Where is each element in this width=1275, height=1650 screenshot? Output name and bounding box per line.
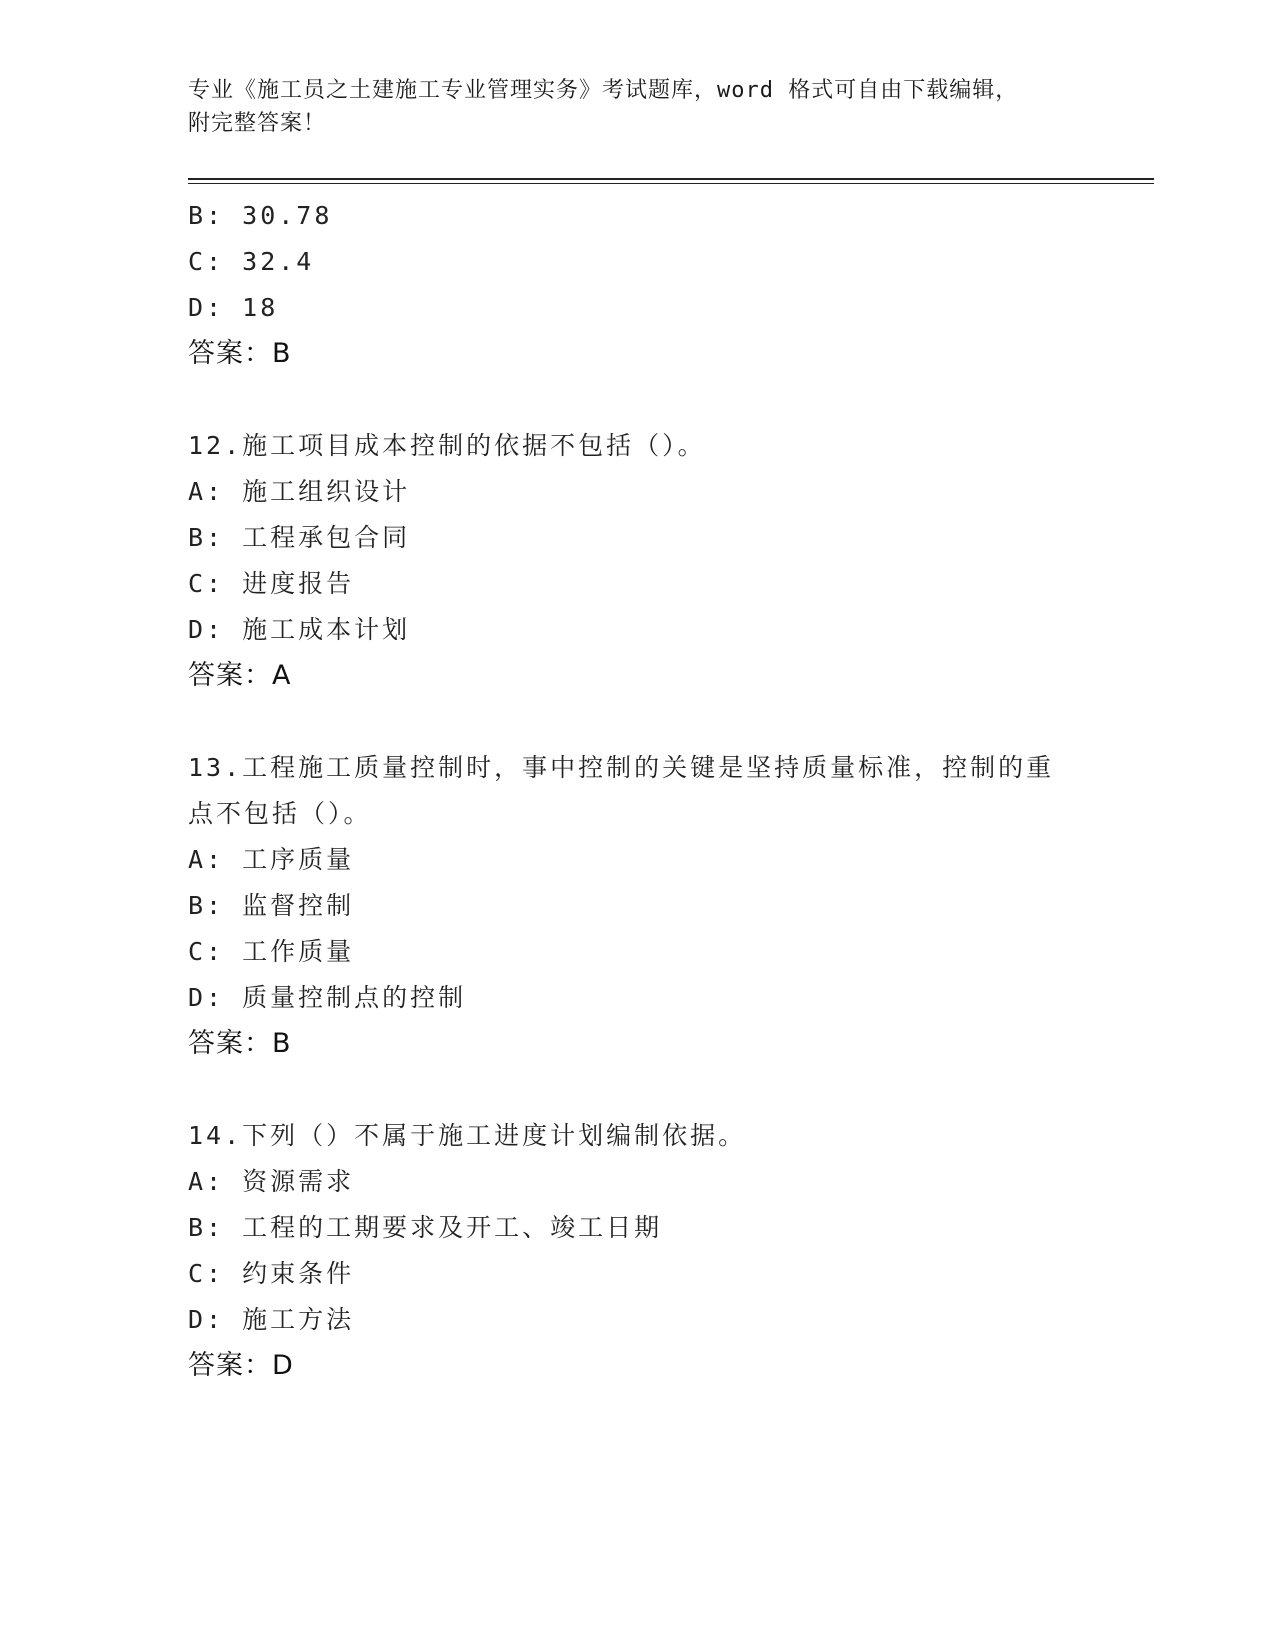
header-title-line-2: 附完整答案！	[188, 111, 327, 136]
option-a: A: 工序质量	[188, 845, 355, 874]
option-b: B: 工程的工期要求及开工、竣工日期	[188, 1213, 663, 1242]
option-a: A: 资源需求	[188, 1167, 355, 1196]
question-text-line-2: 点不包括（）。	[188, 799, 372, 828]
question-11-tail	[188, 193, 1088, 377]
option-c: C: 进度报告	[188, 569, 355, 598]
question-13	[188, 745, 1088, 1067]
option-d: D: 质量控制点的控制	[188, 983, 467, 1012]
answer: 答案：A	[188, 660, 292, 691]
question-text: 14.下列（）不属于施工进度计划编制依据。	[188, 1121, 747, 1150]
option-c: C: 工作质量	[188, 937, 355, 966]
answer: 答案：B	[188, 1028, 292, 1059]
option-b: B: 监督控制	[188, 891, 355, 920]
option-b: B: 工程承包合同	[188, 523, 411, 552]
header-title-line-1: 专业《施工员之土建施工专业管理实务》考试题库，word 格式可自由下载编辑，	[188, 78, 1019, 103]
header-divider-thin	[188, 183, 1154, 184]
option-d: D: 施工方法	[188, 1305, 355, 1334]
option-b: B: 30.78	[188, 201, 333, 230]
option-d: D: 施工成本计划	[188, 615, 411, 644]
option-d: D: 18	[188, 293, 279, 322]
question-list	[188, 193, 1088, 1389]
question-14	[188, 1113, 1088, 1389]
answer: 答案：B	[188, 338, 292, 369]
document-header	[188, 74, 1088, 140]
spacer	[188, 1067, 1088, 1113]
option-c: C: 约束条件	[188, 1259, 355, 1288]
spacer	[188, 699, 1088, 745]
question-text: 12.施工项目成本控制的依据不包括（）。	[188, 431, 706, 460]
header-divider-thick	[188, 178, 1154, 180]
spacer	[188, 377, 1088, 423]
option-c: C: 32.4	[188, 247, 315, 276]
option-a: A: 施工组织设计	[188, 477, 411, 506]
question-12	[188, 423, 1088, 699]
question-text-line-1: 13.工程施工质量控制时，事中控制的关键是坚持质量标准，控制的重	[188, 753, 1055, 782]
answer: 答案：D	[188, 1350, 294, 1381]
